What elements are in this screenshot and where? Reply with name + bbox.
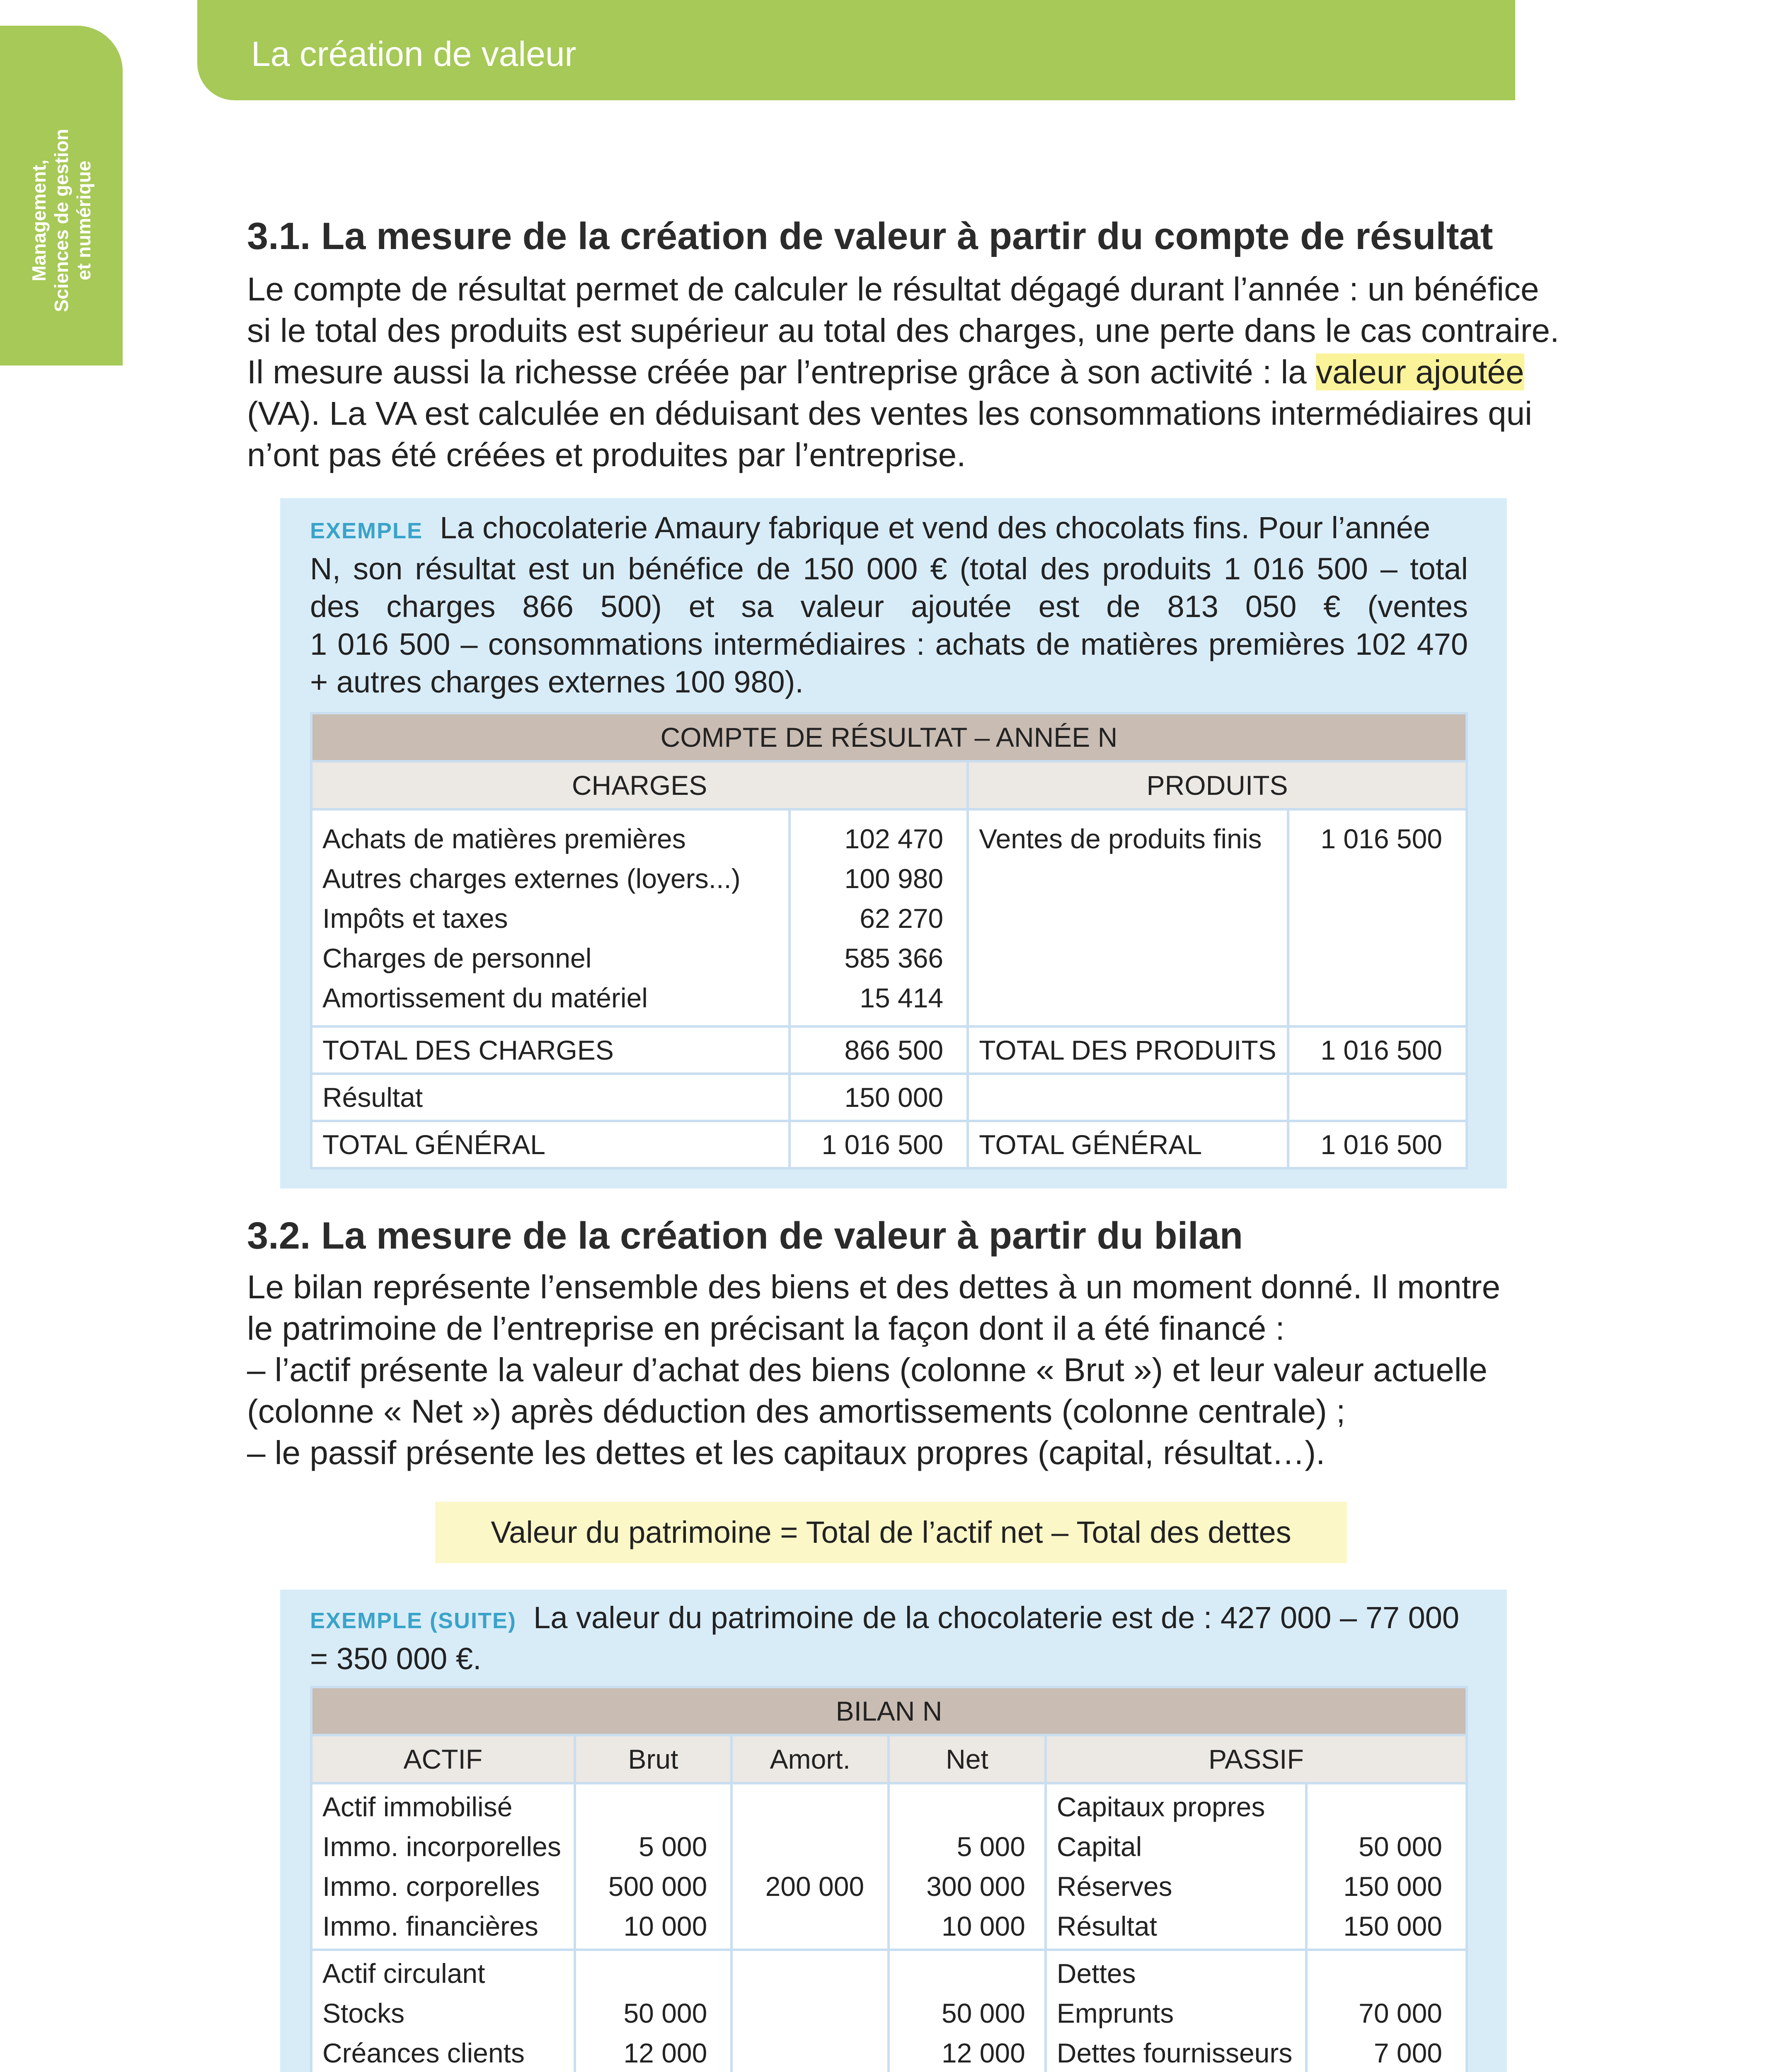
- net-value: 5 000: [957, 1831, 1025, 1862]
- actif-label: Immo. corporelles: [322, 1871, 540, 1902]
- example-suite-box: [280, 1590, 1507, 2072]
- dettes-labels: [1046, 1950, 1307, 2072]
- passif-label: Capitaux propres: [1056, 1791, 1265, 1822]
- produits-values: [1288, 809, 1467, 1026]
- passif-header: PASSIF: [1046, 1735, 1467, 1783]
- paragraph-line: – l’actif présente la valeur d’achat des biens (colonne « Brut ») et leur valeur actuelle: [247, 1351, 1487, 1388]
- example-line: des charges 866 500) et sa valeur ajoutée est de 813 050 € (ventes: [310, 589, 1468, 624]
- net-value: 12 000: [941, 2038, 1025, 2068]
- total-general-charges: 1 016 500: [790, 1121, 968, 1168]
- example-suite-text: [310, 1599, 1468, 1677]
- brut-value: [576, 1787, 707, 1827]
- brut-header: Brut: [575, 1735, 732, 1783]
- dettes-values: [1306, 1950, 1467, 2072]
- table-title: BILAN N: [311, 1687, 1467, 1735]
- empty-cell: [968, 1074, 1288, 1121]
- total-produits-value: 1 016 500: [1288, 1026, 1467, 1074]
- actif-label: Actif circulant: [322, 1958, 485, 1989]
- paragraph-text: Il mesure aussi la richesse créée par l’entreprise grâce à son activité : la: [247, 353, 1316, 390]
- total-general-label: TOTAL GÉNÉRAL: [311, 1121, 790, 1168]
- actif-label: Stocks: [322, 1998, 405, 2028]
- amort-value: [733, 2033, 864, 2072]
- total-charges-label: TOTAL DES CHARGES: [311, 1026, 790, 1074]
- actif-immobilise-labels: [311, 1783, 575, 1950]
- charge-label: Autres charges externes (loyers...): [322, 863, 741, 894]
- paragraph-line: si le total des produits est supérieur au total des charges, une perte dans le cas contraire.: [247, 312, 1560, 349]
- paragraph-line: n’ont pas été créées et produites par l’entreprise.: [247, 436, 966, 473]
- amort-value: [733, 1787, 864, 1827]
- passif-label: Dettes fournisseurs: [1056, 2038, 1293, 2068]
- paragraph-line: Le compte de résultat permet de calculer le résultat dégagé durant l’année : un bénéfice: [247, 271, 1539, 307]
- net-value: [890, 1787, 1025, 1827]
- immob-net: [889, 1783, 1046, 1950]
- paragraph-line: le patrimoine de l’entreprise en précisant la façon dont il a été financé :: [247, 1310, 1285, 1347]
- passif-label: Résultat: [1056, 1911, 1157, 1941]
- section-1-paragraph: [247, 269, 1590, 476]
- passif-value: 70 000: [1359, 1998, 1442, 2028]
- net-value: 50 000: [941, 1998, 1025, 2028]
- charges-header: CHARGES: [311, 761, 968, 809]
- total-produits-label: TOTAL DES PRODUITS: [968, 1026, 1288, 1074]
- side-tab-line-2: Sciences de gestion: [51, 128, 72, 312]
- paragraph-line: [247, 351, 1590, 393]
- example-line-text: La valeur du patrimoine de la chocolaterie est de : 427 000 – 77 000: [533, 1600, 1460, 1635]
- charge-value: 100 980: [844, 863, 944, 894]
- section-2-paragraph: [247, 1266, 1590, 1474]
- passif-value: 150 000: [1343, 1911, 1442, 1941]
- example-line: = 350 000 €.: [310, 1641, 482, 1676]
- side-tab-line-1: Management,: [28, 160, 50, 281]
- example-text: [310, 509, 1468, 701]
- example-line: + autres charges externes 100 980).: [310, 665, 804, 699]
- side-tab: [0, 26, 123, 366]
- paragraph-line: (colonne « Net ») après déduction des amortissements (colonne centrale) ;: [247, 1393, 1346, 1430]
- amort-value: [733, 1953, 864, 1993]
- resultat-value: 150 000: [790, 1074, 968, 1121]
- example-line: [310, 1599, 1468, 1640]
- example-line: 1 016 500 – consommations intermédiaires : achats de matières premières 102 470: [310, 627, 1468, 661]
- brut-value: 10 000: [623, 1911, 707, 1941]
- table-title: COMPTE DE RÉSULTAT – ANNÉE N: [311, 713, 1467, 761]
- brut-value: 500 000: [608, 1871, 707, 1902]
- produits-header: PRODUITS: [968, 761, 1467, 809]
- side-tab-line-3: et numérique: [73, 160, 94, 281]
- brut-value: 12 000: [623, 2038, 707, 2068]
- charge-value: 585 366: [844, 943, 944, 973]
- income-statement-table: [310, 712, 1468, 1169]
- patrimoine-formula: Valeur du patrimoine = Total de l’actif net – Total des dettes: [435, 1502, 1347, 1563]
- net-header: Net: [889, 1735, 1046, 1783]
- example-box: [280, 498, 1507, 1188]
- example-line-text: La chocolaterie Amaury fabrique et vend des chocolats fins. Pour l’année: [440, 511, 1431, 545]
- amort-value: [733, 1827, 864, 1866]
- immob-amort: [731, 1783, 889, 1950]
- passif-label: Réserves: [1056, 1871, 1172, 1902]
- net-value: [890, 1953, 1025, 1993]
- total-general-produits: 1 016 500: [1288, 1121, 1467, 1168]
- example-tag: EXEMPLE: [310, 518, 423, 543]
- produit-value: 1 016 500: [1320, 823, 1442, 854]
- section-heading-3-2: 3.2. La mesure de la création de valeur à partir du bilan: [247, 1215, 1243, 1257]
- brut-value: 50 000: [623, 1998, 707, 2028]
- paragraph-line: – le passif présente les dettes et les capitaux propres (capital, résultat…).: [247, 1434, 1325, 1471]
- amort-header: Amort.: [731, 1735, 889, 1783]
- charges-values: [790, 809, 968, 1026]
- immob-brut: [575, 1783, 732, 1950]
- circ-net: [889, 1950, 1046, 2072]
- net-value: 10 000: [941, 1911, 1025, 1941]
- balance-sheet-table: [310, 1686, 1468, 2072]
- capitaux-propres-values: [1306, 1783, 1467, 1950]
- amort-value: 200 000: [765, 1871, 865, 1902]
- empty-cell: [1288, 1074, 1467, 1121]
- actif-circulant-labels: [311, 1950, 575, 2072]
- capitaux-propres-labels: [1046, 1783, 1307, 1950]
- charge-label: Charges de personnel: [322, 943, 592, 973]
- total-charges-value: 866 500: [790, 1026, 968, 1074]
- total-general-label: TOTAL GÉNÉRAL: [968, 1121, 1288, 1168]
- passif-value: 50 000: [1359, 1831, 1442, 1862]
- passif-label: Dettes: [1056, 1958, 1136, 1989]
- paragraph-line: (VA). La VA est calculée en déduisant des ventes les consommations intermédiaires qui: [247, 395, 1532, 432]
- charge-label: Achats de matières premières: [322, 823, 686, 854]
- passif-value: [1308, 1953, 1442, 1993]
- amort-value: [733, 1993, 864, 2033]
- example-suite-tag: EXEMPLE (SUITE): [310, 1608, 517, 1633]
- charge-value: 102 470: [844, 823, 944, 854]
- chapter-title: La création de valeur: [251, 34, 576, 73]
- circ-brut: [575, 1950, 732, 2072]
- example-line: [310, 509, 1468, 550]
- actif-header: ACTIF: [311, 1735, 575, 1783]
- passif-value: 7 000: [1373, 2038, 1442, 2068]
- actif-label: Actif immobilisé: [322, 1791, 513, 1822]
- side-tab-label: [28, 104, 95, 336]
- actif-label: Immo. financières: [322, 1911, 538, 1941]
- header-bar: [197, 0, 1515, 100]
- brut-value: 5 000: [639, 1831, 707, 1862]
- resultat-label: Résultat: [311, 1074, 790, 1121]
- charges-labels: [311, 809, 790, 1026]
- produits-labels: [968, 809, 1288, 1026]
- passif-value: [1308, 1787, 1442, 1827]
- paragraph-line: Le bilan représente l’ensemble des biens et des dettes à un moment donné. Il montre: [247, 1268, 1501, 1305]
- passif-label: Emprunts: [1056, 1998, 1174, 2028]
- example-line: N, son résultat est un bénéfice de 150 000 € (total des produits 1 016 500 – total: [310, 552, 1468, 586]
- charge-label: Amortissement du matériel: [322, 983, 648, 1013]
- net-value: 300 000: [926, 1871, 1025, 1902]
- passif-label: Capital: [1056, 1831, 1142, 1862]
- charge-value: 15 414: [860, 983, 944, 1013]
- actif-label: Immo. incorporelles: [322, 1831, 561, 1862]
- section-heading-3-1: 3.1. La mesure de la création de valeur à partir du compte de résultat: [247, 215, 1493, 257]
- brut-value: [576, 1953, 707, 1993]
- keyword-highlight: valeur ajoutée: [1315, 353, 1524, 390]
- circ-amort: [731, 1950, 889, 2072]
- actif-label: Créances clients: [322, 2038, 525, 2068]
- passif-value: 150 000: [1343, 1871, 1442, 1902]
- charge-value: 62 270: [860, 903, 944, 934]
- charge-label: Impôts et taxes: [322, 903, 508, 934]
- produit-label: Ventes de produits finis: [979, 823, 1262, 854]
- amort-value: [733, 1906, 864, 1946]
